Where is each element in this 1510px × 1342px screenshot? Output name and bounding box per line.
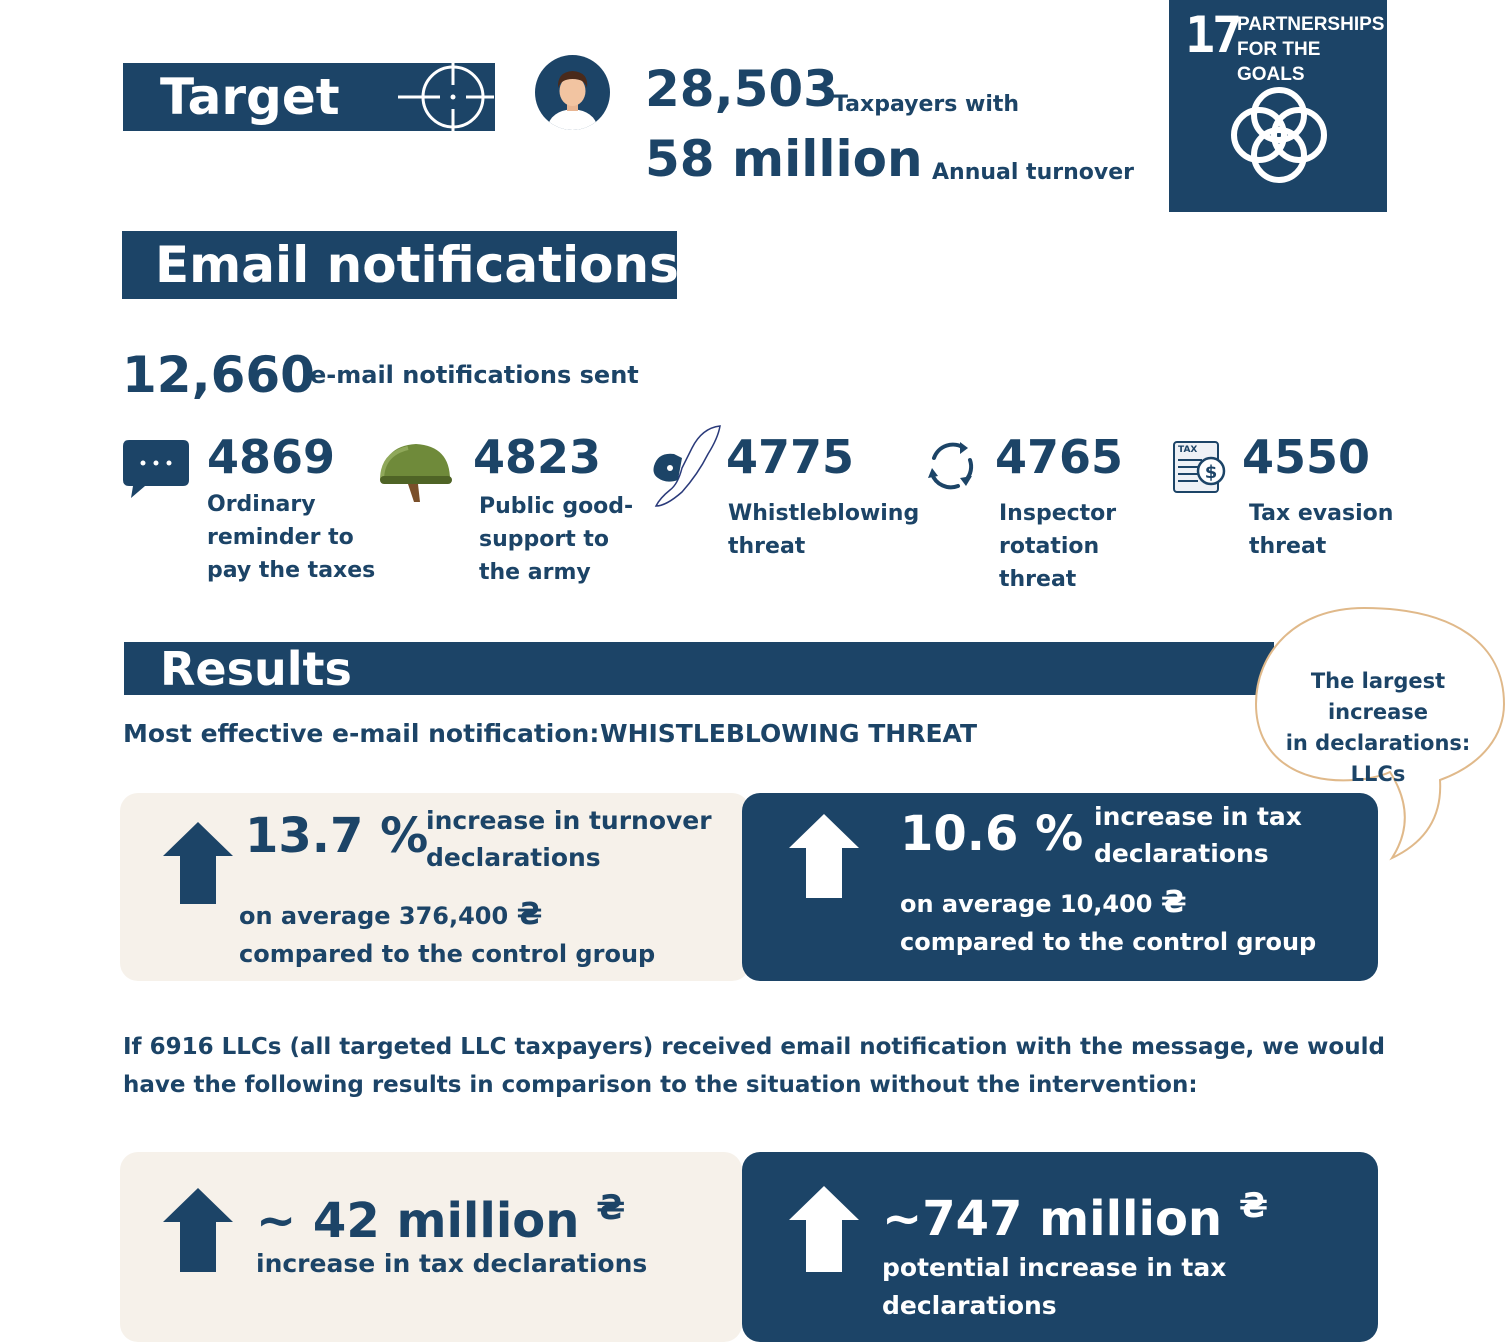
sdg-title-line2: FOR THE GOALS xyxy=(1237,39,1321,85)
potential-description-line1: potential increase in tax xyxy=(882,1253,1227,1282)
most-effective-label: Most effective e-mail notification: xyxy=(123,719,600,748)
potential-description-line2: declarations xyxy=(882,1291,1057,1320)
tax-evasion-label xyxy=(1249,497,1393,563)
rotation-label-line3: threat xyxy=(999,567,1077,592)
up-arrow-icon xyxy=(163,822,233,904)
sdg-17-badge xyxy=(1169,0,1387,212)
svg-text:TAX: TAX xyxy=(1178,445,1198,455)
projection-text-line1: If 6916 LLCs (all targeted LLC taxpayers) received email notification with the message, we would xyxy=(123,1034,1385,1060)
potential-amount-value: ~747 million xyxy=(882,1191,1223,1247)
sdg-title-line1: PARTNERSHIPS xyxy=(1237,14,1385,35)
most-effective-value: WHISTLEBLOWING THREAT xyxy=(600,719,978,748)
declarations-amount-value: ~ 42 million xyxy=(256,1193,580,1249)
reminder-label-line1: Ordinary xyxy=(207,492,316,517)
up-arrow-icon xyxy=(163,1188,233,1272)
whistleblowing-count: 4775 xyxy=(726,430,855,484)
sdg-title xyxy=(1237,12,1387,87)
bubble-text xyxy=(1262,666,1494,790)
rotation-label xyxy=(999,497,1116,596)
tax-description xyxy=(1094,798,1302,872)
declarations-amount xyxy=(256,1188,625,1249)
rotation-label-line1: Inspector xyxy=(999,501,1117,526)
turnover-description xyxy=(426,802,712,876)
turnover-percent: 13.7 % xyxy=(245,808,429,864)
rotation-arrows-icon xyxy=(924,438,980,494)
projection-text xyxy=(123,1028,1493,1104)
turnover-label: Annual turnover xyxy=(932,160,1134,185)
turnover-description-line1: increase in turnover xyxy=(426,806,712,835)
tax-average-value: on average 10,400 xyxy=(900,890,1153,918)
tax-description-line2: declarations xyxy=(1094,839,1269,868)
whistle-icon xyxy=(652,424,726,508)
email-notifications-title: Email notifications xyxy=(155,236,679,294)
rotation-label-line2: rotation xyxy=(999,534,1100,559)
turnover-average-value: on average 376,400 xyxy=(239,902,509,930)
army-label-line3: the army xyxy=(479,560,591,585)
potential-amount xyxy=(882,1186,1268,1247)
hryvnia-symbol: ₴ xyxy=(516,897,543,932)
hryvnia-symbol: ₴ xyxy=(1160,885,1187,920)
tax-document-icon xyxy=(1172,440,1228,496)
turnover-amount: 58 million xyxy=(645,130,923,188)
taxpayers-label: Taxpayers with xyxy=(833,92,1020,117)
helmet-icon xyxy=(378,440,454,506)
rotation-count: 4765 xyxy=(995,430,1124,484)
army-label xyxy=(479,490,633,589)
reminder-label-line2: reminder to xyxy=(207,525,354,550)
sdg-number: 17 xyxy=(1185,6,1240,64)
target-title: Target xyxy=(160,68,340,126)
svg-text:$: $ xyxy=(1204,462,1218,483)
reminder-label xyxy=(207,488,375,587)
tax-evasion-label-line1: Tax evasion xyxy=(1249,501,1394,526)
turnover-description-line2: declarations xyxy=(426,843,601,872)
interlocking-circles-icon xyxy=(1224,80,1334,190)
reminder-count: 4869 xyxy=(207,430,336,484)
army-count: 4823 xyxy=(473,430,602,484)
hryvnia-symbol: ₴ xyxy=(596,1188,626,1228)
bubble-text-line2: in declarations: LLCs xyxy=(1285,731,1471,786)
email-total-count: 12,660 xyxy=(122,346,315,404)
turnover-compare: compared to the control group xyxy=(239,940,656,968)
projection-text-line2: have the following results in comparison to the situation without the intervention: xyxy=(123,1072,1198,1098)
turnover-average xyxy=(239,896,655,973)
up-arrow-icon xyxy=(789,1186,859,1272)
taxpayers-count: 28,503 xyxy=(645,60,838,118)
chat-bubble-icon xyxy=(123,440,189,498)
potential-description xyxy=(882,1249,1226,1325)
whistleblowing-label-line2: threat xyxy=(728,534,806,559)
email-total-label: e-mail notifications sent xyxy=(310,361,639,389)
army-label-line2: support to xyxy=(479,527,610,552)
tax-description-line1: increase in tax xyxy=(1094,802,1302,831)
whistleblowing-label xyxy=(728,497,919,563)
tax-average xyxy=(900,884,1316,961)
reminder-label-line3: pay the taxes xyxy=(207,558,376,583)
crosshair-icon xyxy=(398,63,494,131)
results-title: Results xyxy=(160,642,352,696)
tax-percent: 10.6 % xyxy=(900,806,1084,862)
whistleblowing-label-line1: Whistleblowing xyxy=(728,501,920,526)
declarations-description: increase in tax declarations xyxy=(256,1249,648,1278)
tax-compare: compared to the control group xyxy=(900,928,1317,956)
tax-evasion-label-line2: threat xyxy=(1249,534,1327,559)
hryvnia-symbol: ₴ xyxy=(1238,1186,1269,1226)
army-label-line1: Public good- xyxy=(479,494,634,519)
bubble-text-line1: The largest increase xyxy=(1310,669,1446,724)
tax-evasion-count: 4550 xyxy=(1242,430,1371,484)
up-arrow-icon xyxy=(789,814,859,898)
person-avatar-icon xyxy=(535,55,610,130)
